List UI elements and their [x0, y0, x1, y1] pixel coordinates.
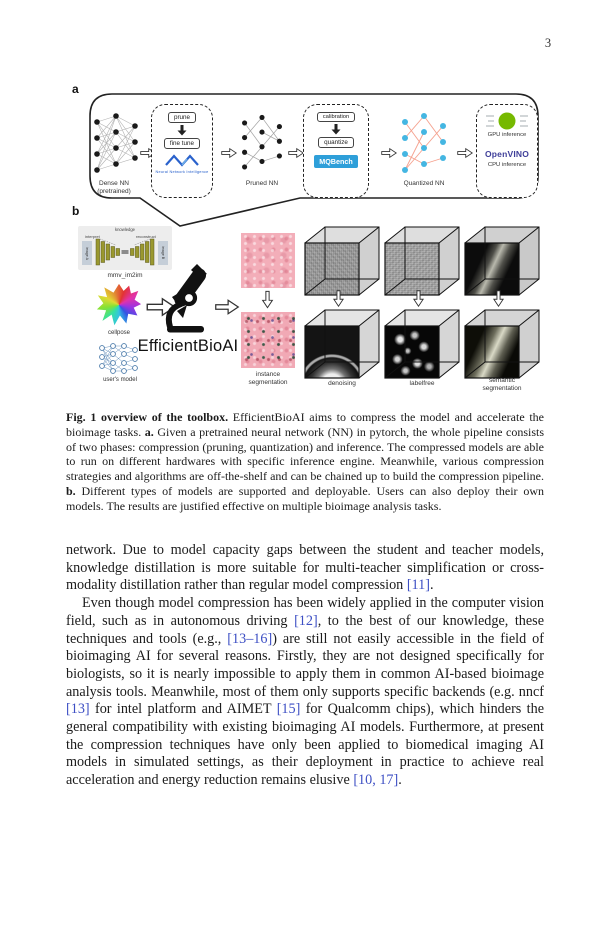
efficientbioai-logo-icon [160, 264, 214, 334]
citation-10-17[interactable]: [10, 17] [353, 772, 399, 789]
dense-nn-diagram [92, 112, 140, 178]
citation-13[interactable]: [13] [66, 701, 90, 718]
nni-logo-icon [164, 154, 200, 167]
arrow-down-icon [412, 290, 425, 307]
inference-stage-box [476, 104, 538, 198]
denoising-input-cube [304, 226, 380, 296]
im2im-knowledge-label: knowledge [114, 227, 136, 232]
citation-15[interactable]: [15] [276, 701, 301, 718]
im2im-reconstruct-label: reconstruct [136, 234, 156, 239]
arrow-down-icon [492, 290, 505, 307]
paragraph-1: network. Due to model capacity gaps between the student and teacher models, knowledge distillation is more suitable for multi-teacher simplification or cross-modality distillation rather than regular model compression [11]. [66, 542, 544, 594]
fine-tune-button[interactable]: fine tune [164, 138, 200, 149]
tensorrt-icon [485, 111, 529, 131]
labelfree-input-cube [384, 226, 460, 296]
figure-caption: Fig. 1 overview of the toolbox. EfficientBioAI aims to compress the model and accelerate the bioimage tasks. a. Given a pretrained neural network (NN) in pytorch, the whole pipeline consists of two phases: compression (pruning, quantization) and inference. The compressed models are able to run on different hardwares with specific inference engine. Meanwhile, various compression strategies and algorithms are off-the-shelf and can be chained up to build the compression pipeline. b. Different types of models are supported and deployable. Users can also deploy their own models. The results are justified effective on multiple bioimage analysis tasks. [66, 410, 545, 513]
arrow-right-icon [288, 147, 304, 159]
im2im-image-b: image B [158, 241, 168, 265]
calibration-button[interactable]: calibration [317, 112, 355, 122]
arrow-down-icon [177, 125, 187, 136]
caption-panel-a: a. [144, 424, 154, 439]
panel-b-label: b [72, 204, 80, 218]
mqbench-logo: MQBench [314, 155, 358, 168]
semantic-segmentation-label: semantic segmentation [482, 377, 522, 392]
nni-logo-text: Neural Network Intelligence [155, 169, 209, 174]
denoising-label: denoising [328, 380, 356, 387]
instance-output-image [241, 312, 295, 368]
cpu-inference-label: CPU inference [487, 162, 527, 168]
caption-fig-label: Fig. 1 overview of the toolbox. [66, 410, 229, 424]
dense-nn-label: Dense NN (pretrained) [97, 180, 131, 195]
paragraph-2: Even though model compression has been widely applied in the computer vision field, such as in autonomous driving [12], to the best of our knowledge, these techniques and tools (e.g., [13–16]) are still not easily accessible in the field of bioimaging AI for several reasons. Firstly, they are not designed specifically for biologists, so it is nearly impossible to apply them in common AI-based bioimage analysis tools. Meanwhile, most of them only supports specific backends (e.g. nncf [13] for intel platform and AIMET [15] for Qualcomm chips), which hinders the general compatibility with existing bioimaging AI models. Furthermore, at present the compression techniques have only been applied to biomedical imaging AI models in simulated settings, as their deployment in practice to achieve real acceleration and energy reduction remains elusive [10, 17]. [66, 595, 545, 789]
cellpose-model-image [96, 283, 142, 327]
denoising-output-cube [304, 309, 380, 379]
arrow-right-icon [457, 147, 473, 159]
body-text [66, 542, 544, 790]
arrow-right-icon [221, 147, 237, 159]
panel-a-label: a [72, 82, 79, 96]
citation-13-16[interactable]: [13–16] [227, 630, 273, 647]
arrow-right-icon [214, 298, 240, 316]
im2im-autoencoder-shape [94, 238, 156, 268]
quantize-button[interactable]: quantize [318, 137, 354, 148]
labelfree-output-cube [384, 309, 460, 379]
citation-11[interactable]: [11] [406, 577, 430, 594]
im2im-interpret-label: interpret [85, 234, 100, 239]
quantization-stage-box [303, 104, 369, 198]
instance-segmentation-label: instance segmentation [248, 371, 288, 386]
caption-panel-b: b. [66, 483, 76, 498]
openvino-logo: OpenVINO [484, 149, 530, 159]
citation-12[interactable]: [12] [294, 612, 318, 629]
user-model-label: user's model [103, 377, 137, 383]
pruned-nn-label: Pruned NN [245, 180, 279, 187]
im2im-model-diagram [78, 226, 172, 270]
pruning-stage-box [151, 104, 213, 198]
arrow-down-icon [332, 290, 345, 307]
cellpose-label: cellpose [107, 330, 130, 336]
efficientbioai-wordmark: EfficientBioAI [137, 337, 239, 355]
labelfree-label: labelfree [409, 380, 435, 387]
gpu-inference-label: GPU inference [487, 132, 527, 138]
pruned-nn-diagram [240, 112, 284, 176]
quantized-nn-diagram [399, 112, 449, 178]
page-number: 3 [544, 36, 552, 50]
arrow-down-icon [331, 124, 341, 135]
arrow-down-icon [261, 290, 274, 309]
arrow-right-icon [381, 147, 397, 159]
im2im-image-a: image A [82, 241, 92, 265]
instance-input-image [241, 233, 295, 288]
quantized-nn-label: Quantized NN [403, 180, 445, 187]
prune-button[interactable]: prune [168, 112, 196, 123]
semantic-output-cube [464, 309, 540, 379]
semantic-input-cube [464, 226, 540, 296]
im2im-label: mmv_im2im [107, 272, 143, 279]
figure-1 [0, 0, 610, 400]
